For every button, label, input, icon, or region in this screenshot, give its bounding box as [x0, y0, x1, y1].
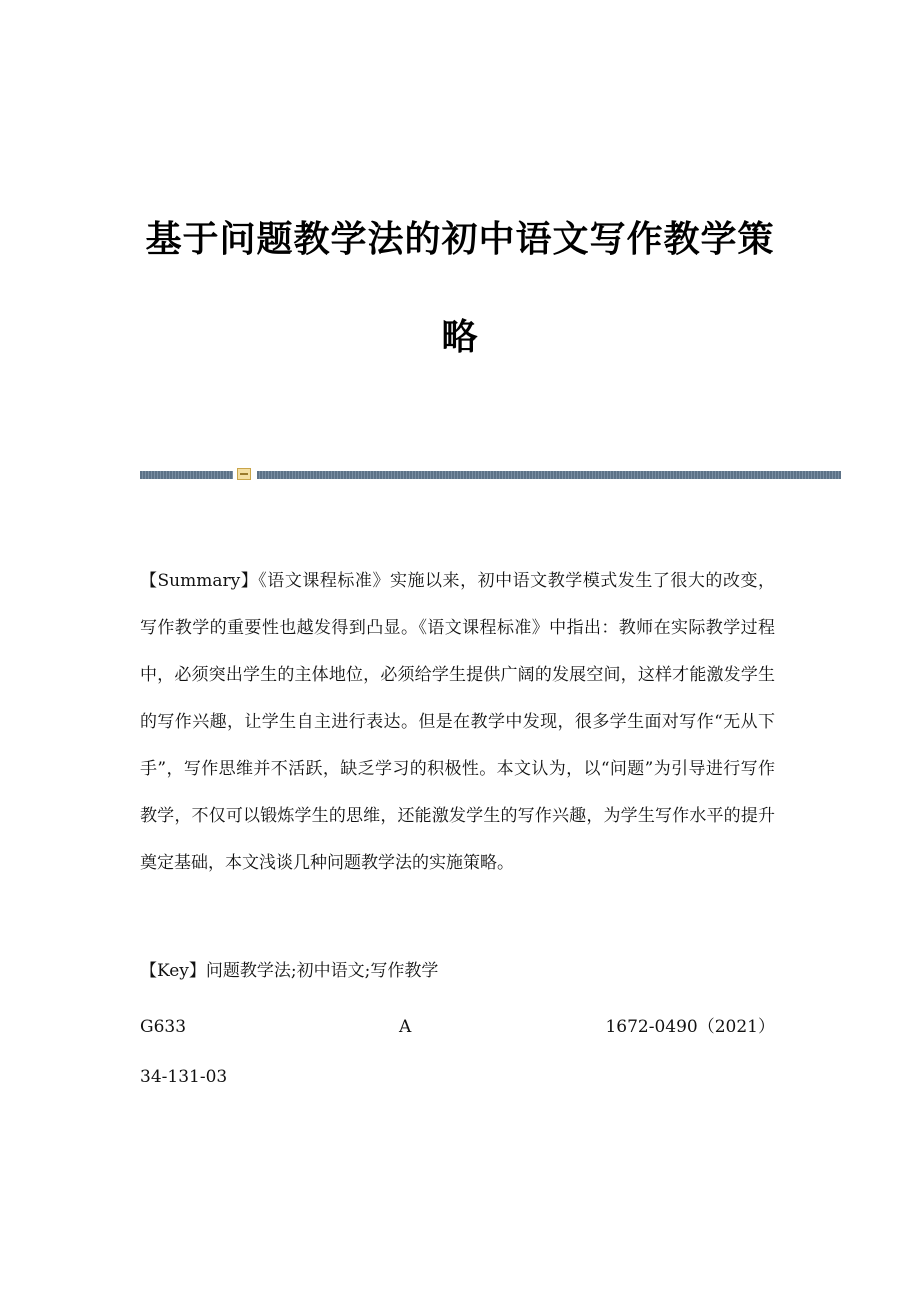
article-number: 34-131-03: [140, 1067, 228, 1087]
divider-right-segment: [257, 471, 841, 479]
document-title-line-2: 略: [441, 317, 479, 358]
summary-paragraph: 【Summary】《语文课程标准》实施以来，初中语文教学模式发生了很大的改变，写作教学的重要性也越发得到凸显。《语文课程标准》中指出：教师在实际教学过程中，必须突出学生的主体地位，必须给学生提供广阔的发展空间，这样才能激发学生的写作兴趣，让学生自主进行表达。但是在教学中发现，很多学生面对写作“无从下手”，写作思维并不活跃，缺乏学习的积极性。本文认为，以“问题”为引导进行写作教学，不仅可以锻炼学生的思维，还能激发学生的写作兴趣，为学生写作水平的提升奠定基础，本文浅谈几种问题教学法的实施策略。: [140, 571, 775, 873]
divider-left-segment: [140, 471, 233, 479]
classification-row: [140, 1004, 775, 1051]
document-code: A: [399, 1017, 412, 1037]
document-title-line-1: 基于问题教学法的初中语文写作教学策: [145, 219, 775, 260]
divider-ornament-icon: [237, 468, 251, 480]
clc-number: G633: [140, 1017, 187, 1037]
title-divider: [140, 471, 841, 479]
keywords-line: 【Key】问题教学法;初中语文;写作教学: [140, 961, 439, 981]
issn-year: 1672-0490（2021）: [605, 1017, 775, 1037]
